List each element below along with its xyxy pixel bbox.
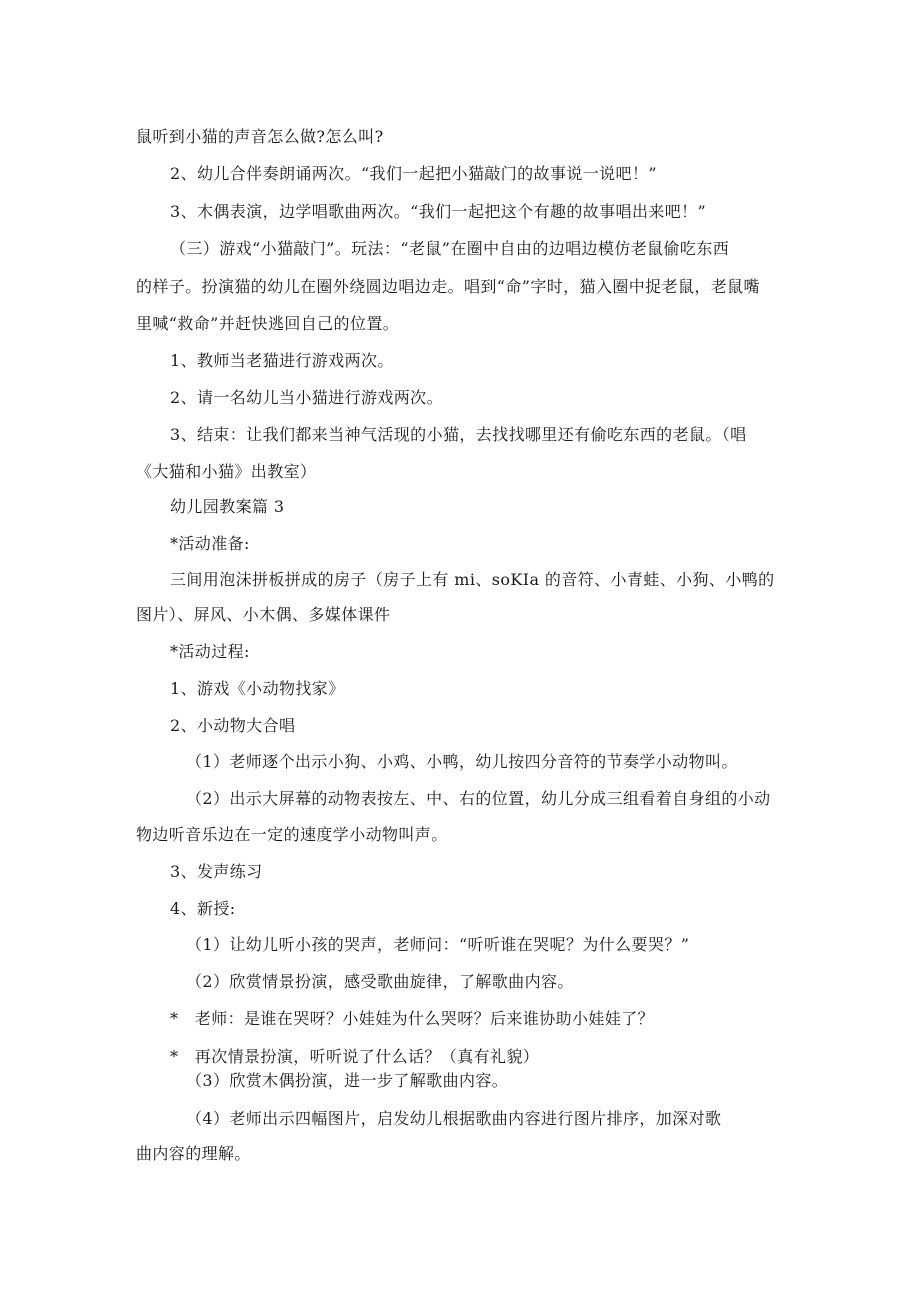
text-line: （1）让幼儿听小孩的哭声，老师问：“听听谁在哭呢？为什么要哭？”	[186, 935, 690, 954]
text-line: 1、教师当老猫进行游戏两次。	[170, 351, 394, 370]
text-line: 3、结束：让我们都来当神气活现的小猫，去找找哪里还有偷吃东西的老鼠。（唱	[170, 425, 747, 444]
text-line: 图片）、屏风、小木偶、多媒体课件	[136, 605, 391, 624]
text-line: 3、发声练习	[170, 862, 263, 881]
text-line: （三）游戏“小猫敲门”。玩法：“老鼠”在圈中自由的边唱边模仿老鼠偷吃东西	[170, 239, 730, 258]
text-line: 曲内容的理解。	[136, 1144, 251, 1163]
text-line: 的样子。扮演猫的幼儿在圈外绕圆边唱边走。唱到“命”字时，猫入圈中捉老鼠，老鼠嘴	[136, 277, 760, 296]
bullet-line: * 老师：是谁在哭呀？小娃娃为什么哭呀？后来谁协助小娃娃了？	[170, 1009, 655, 1028]
text-line: 2、幼儿合伴奏朗诵两次。“我们一起把小猫敲门的故事说一说吧！”	[170, 164, 657, 183]
text-line: 4、新授:	[170, 899, 236, 918]
bullet-line: * 再次情景扮演，听听说了什么话？（真有礼貌）	[170, 1047, 540, 1066]
text-line: （2）欣赏情景扮演，感受歌曲旋律，了解歌曲内容。	[186, 972, 574, 991]
text-line: 《大猫和小猫》出教室）	[136, 462, 317, 481]
text-line: 三间用泡沫拼板拼成的房子（房子上有 mi、soKIa 的音符、小青蛙、小狗、小鸭的	[170, 570, 775, 589]
text-line: 物边听音乐边在一定的速度学小动物叫声。	[136, 825, 448, 844]
text-line: （3）欣赏木偶扮演，进一步了解歌曲内容。	[186, 1071, 509, 1090]
text-line: （2）出示大屏幕的动物表按左、中、右的位置，幼儿分成三组看着自身组的小动	[186, 789, 771, 808]
text-line: *活动准备:	[170, 534, 250, 553]
text-line: 2、请一名幼儿当小猫进行游戏两次。	[170, 388, 443, 407]
text-line: 鼠听到小猫的声音怎么做?怎么叫?	[136, 127, 384, 146]
text-line: 2、小动物大合唱	[170, 716, 296, 735]
text-line: （1）老师逐个出示小狗、小鸡、小鸭，幼儿按四分音符的节奏学小动物叫。	[186, 752, 738, 771]
text-line: 里喊“救命”并赶快逃回自己的位置。	[136, 314, 400, 333]
text-line: *活动过程:	[170, 642, 250, 661]
text-line: 3、木偶表演，边学唱歌曲两次。“我们一起把这个有趣的故事唱出来吧！”	[170, 202, 707, 221]
section-heading: 幼儿园教案篇 3	[170, 497, 285, 516]
text-line: 1、游戏《小动物找家》	[170, 679, 345, 698]
text-line: （4）老师出示四幅图片，启发幼儿根据歌曲内容进行图片排序，加深对歌	[186, 1109, 722, 1128]
